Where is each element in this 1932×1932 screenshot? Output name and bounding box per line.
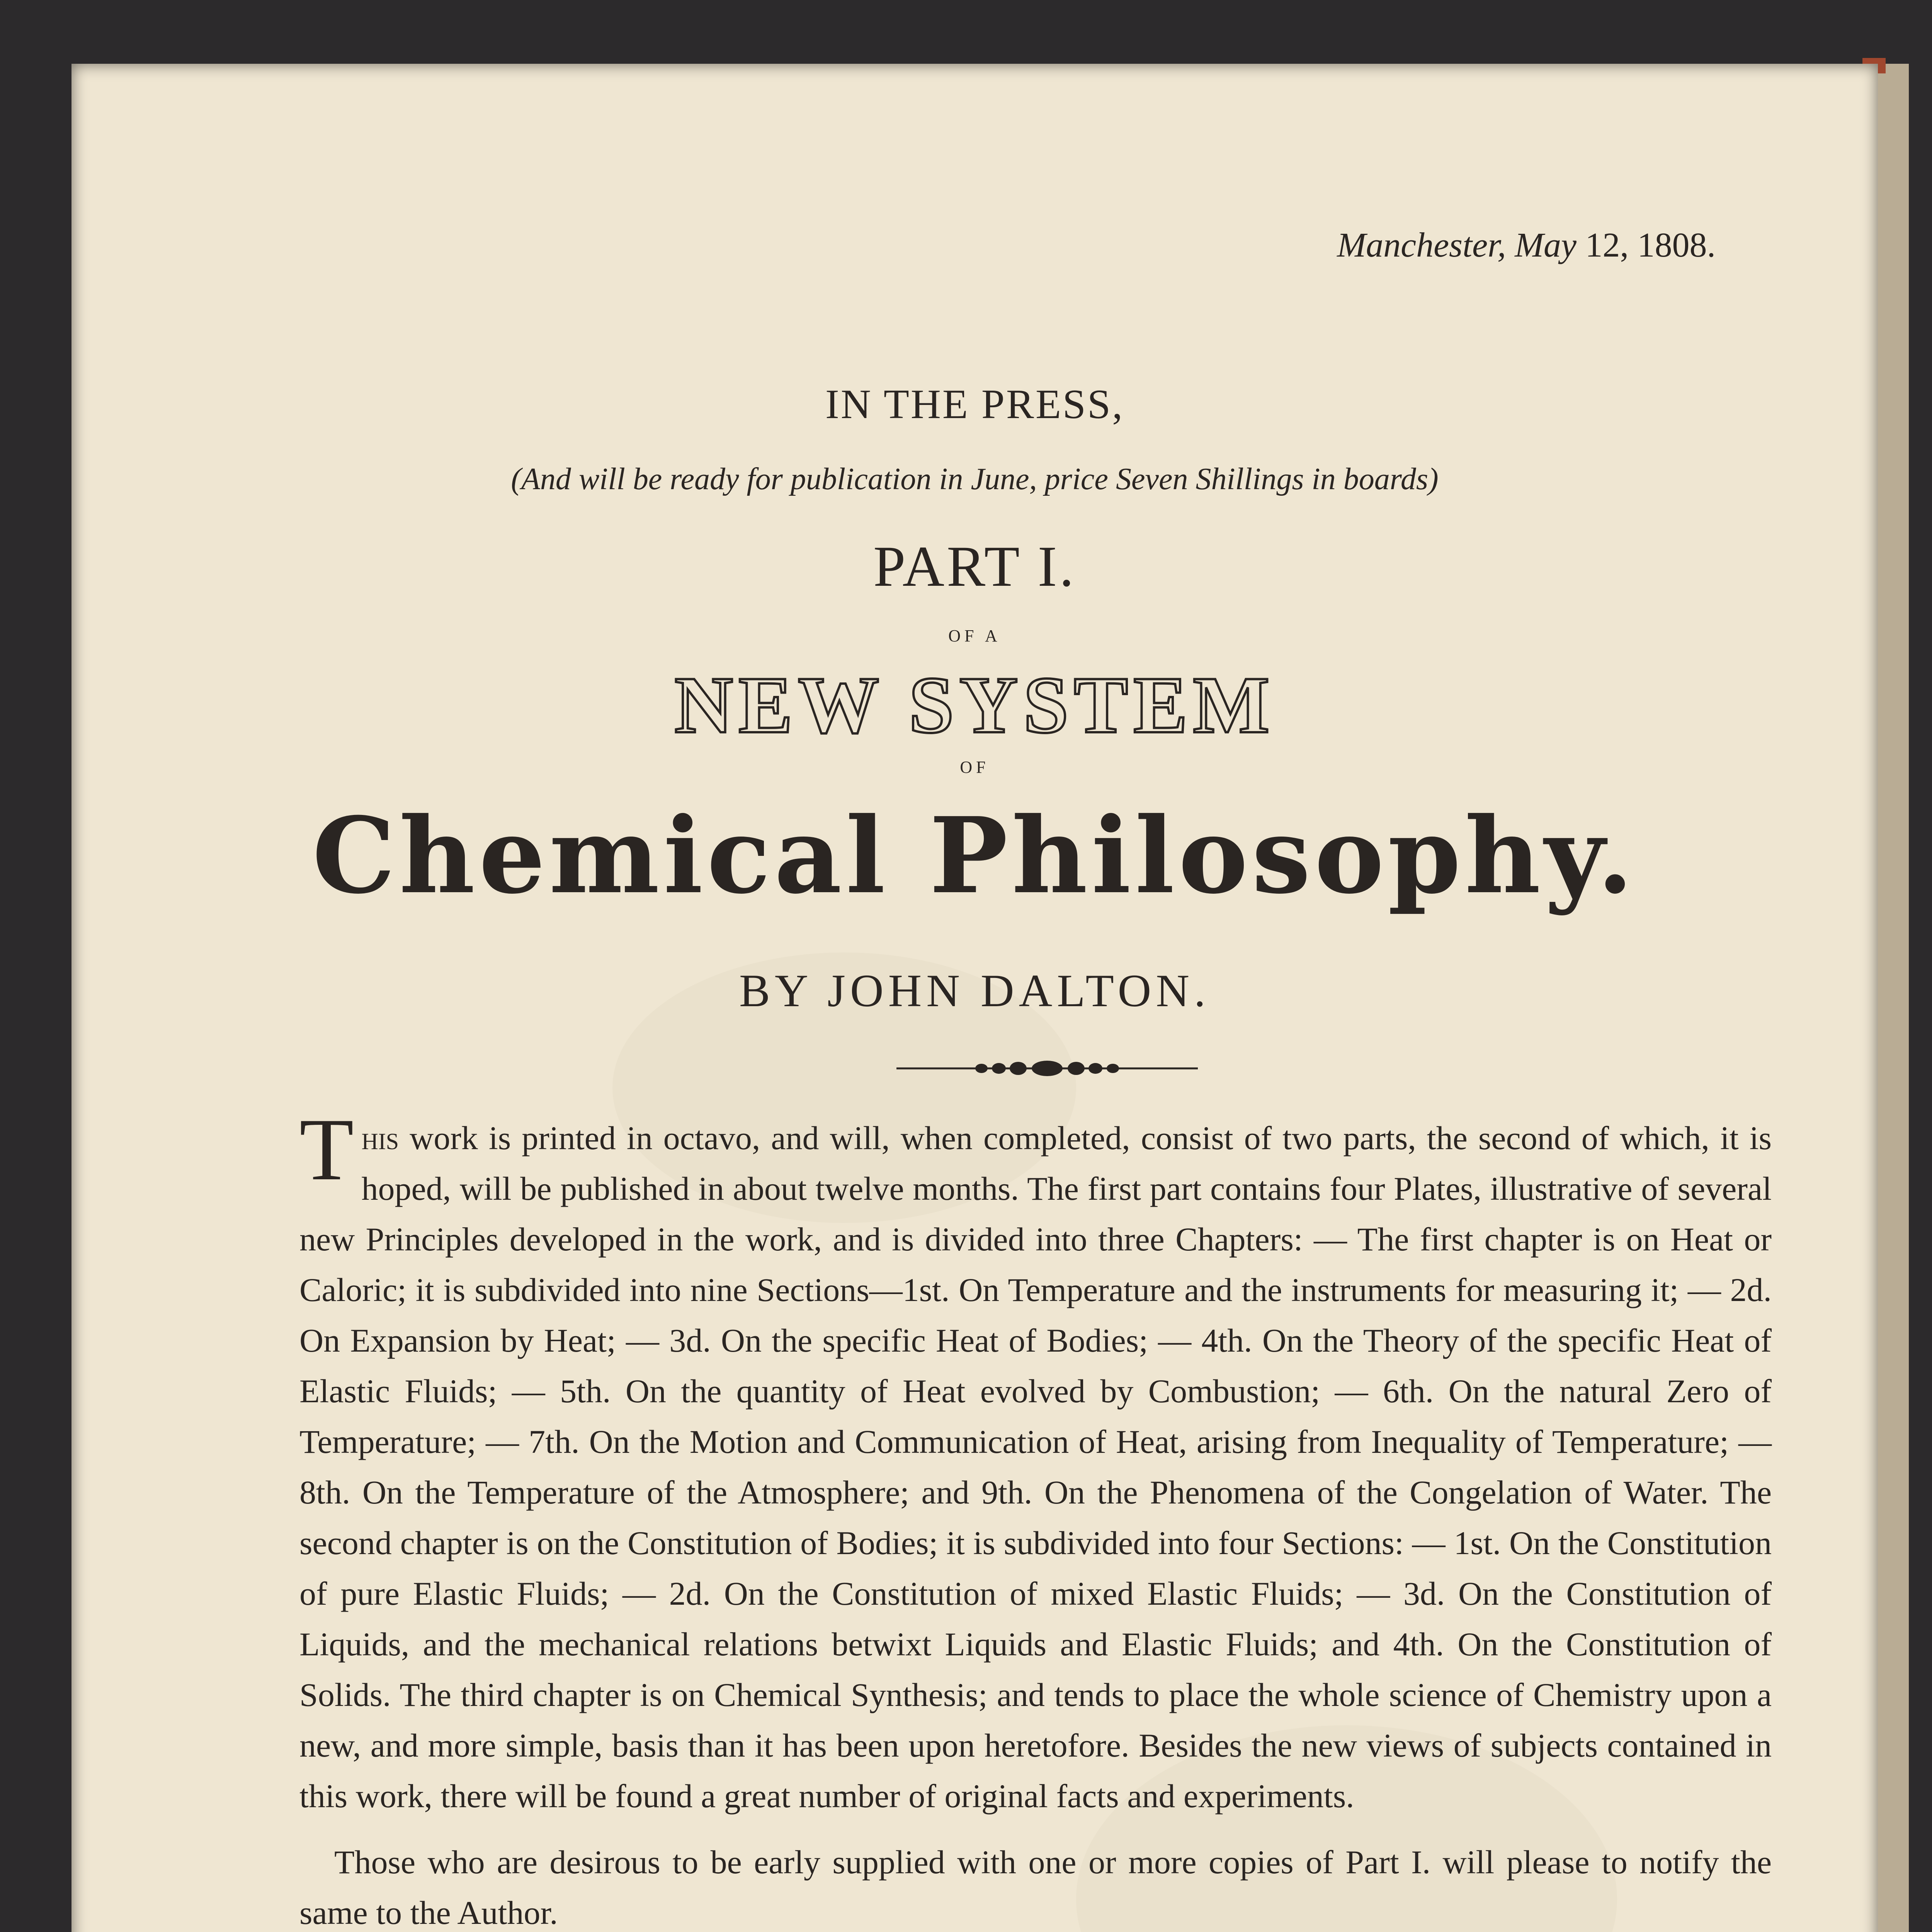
body-text bbox=[299, 1100, 1772, 1932]
dateline bbox=[1337, 225, 1716, 265]
in-press-heading: IN THE PRESS, bbox=[825, 381, 1124, 427]
paragraph-1 bbox=[299, 1100, 1772, 1821]
of-label: OF bbox=[960, 758, 990, 777]
author-byline: BY JOHN DALTON. bbox=[739, 965, 1210, 1016]
availability-note: (And will be ready for publication in June, price Seven Shillings in boards) bbox=[511, 462, 1439, 496]
paragraph-1-text: work is printed in octavo, and will, when completed, consist of two parts, the second of which, it is hoped, will be published in about twelve months. The first part contains four Plates, illustrative of several new Principles developed in the work, and is divided into three Chapters: — The first chapter is on Heat or Caloric; it is subdivided into nine Sections—1st. On Temperature and the instruments for measuring it; — 2d. On Expansion by Heat; — 3d. On the specific Heat of Bodies; — 4th. On the Theory of the specific Heat of Elastic Fluids; — 5th. On the quantity of Heat evolved by Combustion; — 6th. On the natural Zero of Temperature; — 7th. On the Motion and Communication of Heat, arising from Inequality of Temperature; — 8th. On the Temperature of the Atmosphere; and 9th. On the Phenomena of the Congelation of Water. The second chapter is on the Constitution of Bodies; it is subdivided into four Sections: — 1st. On the Constitution of pure Elastic Fluids; — 2d. On the Constitution of mixed Elastic Fluids; — 3d. On the Constitution of Liquids, and the mechanical relations betwixt Liquids and Elastic Fluids; and 4th. On the Constitution of Solids. The third chapter is on Chemical Synthesis; and tends to place the whole science of Chemistry upon a new, and more simple, basis than it has been upon heretofore. Besides the new views of subjects contained in this work, there will be found a great number of original facts and experiments. bbox=[299, 1119, 1772, 1815]
part-heading: PART I. bbox=[873, 534, 1076, 599]
dateline-month: May bbox=[1515, 226, 1577, 264]
of-a-label: OF A bbox=[948, 626, 1001, 645]
dateline-date: 12, 1808. bbox=[1585, 226, 1716, 264]
title-chemical-philosophy: Chemical Philosophy. bbox=[312, 794, 1637, 917]
ornament-divider bbox=[896, 1059, 1198, 1078]
dateline-place: Manchester, bbox=[1337, 226, 1506, 264]
lead-word: his bbox=[361, 1119, 399, 1156]
page-edge bbox=[1878, 64, 1909, 1932]
drop-cap: T bbox=[299, 1100, 354, 1199]
paragraph-2: Those who are desirous to be early supplied with one or more copies of Part I. will please to notify the same to the Author. bbox=[299, 1844, 1772, 1931]
title-new-system: NEW SYSTEM bbox=[674, 660, 1275, 750]
document-page bbox=[71, 64, 1878, 1932]
